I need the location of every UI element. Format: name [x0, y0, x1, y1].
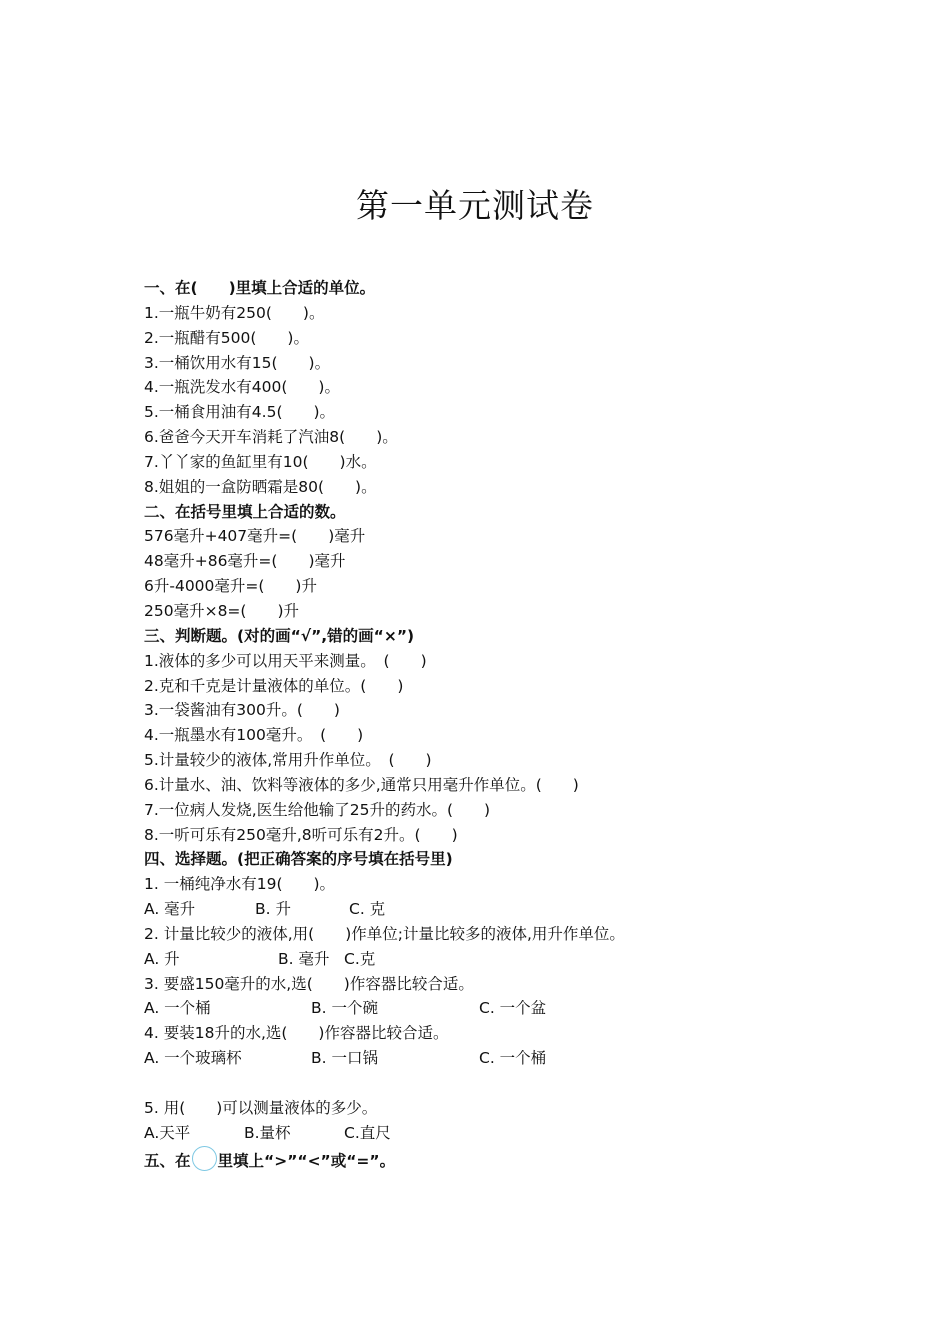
option-b: B. 升: [255, 900, 291, 919]
list-item: 576毫升+407毫升=( )毫升: [144, 527, 366, 546]
list-item: 2.克和千克是计量液体的单位。( ): [144, 676, 404, 695]
question-2: 2. 计量比较少的液体,用( )作单位;计量比较多的液体,用升作单位。: [144, 924, 625, 943]
option-b: B. 一个碗: [311, 999, 378, 1018]
circle-blank-icon: [192, 1146, 217, 1171]
option-b: B. 毫升: [278, 949, 330, 968]
list-item: 8.一听可乐有250毫升,8听可乐有2升。( ): [144, 825, 458, 844]
option-c: C.直尺: [344, 1123, 391, 1142]
list-item: 4.一瓶墨水有100毫升。 ( ): [144, 726, 364, 745]
list-item: 6.爸爸今天开车消耗了汽油8( )。: [144, 428, 398, 447]
question-1-options: [144, 897, 844, 922]
option-a: A. 一个玻璃杯: [144, 1049, 242, 1068]
option-b: B. 一口锅: [311, 1049, 378, 1068]
section-5-heading: [144, 1149, 844, 1174]
option-a: A.天平: [144, 1123, 191, 1142]
question-3-options: [144, 996, 844, 1021]
list-item: 5.一桶食用油有4.5( )。: [144, 403, 336, 422]
list-item: 6.计量水、油、饮料等液体的多少,通常只用毫升作单位。( ): [144, 775, 579, 794]
list-item: 6升-4000毫升=( )升: [144, 577, 317, 596]
question-3: 3. 要盛150毫升的水,选( )作容器比较合适。: [144, 974, 474, 993]
section-3-heading: 三、判断题。(对的画“√”,错的画“×”): [144, 626, 415, 645]
list-item: 48毫升+86毫升=( )毫升: [144, 552, 346, 571]
option-c: C. 一个盆: [479, 999, 547, 1018]
list-item: 3.一袋酱油有300升。( ): [144, 701, 340, 720]
question-5-options: [144, 1121, 844, 1146]
option-a: A. 升: [144, 949, 180, 968]
list-item: 7.丫丫家的鱼缸里有10( )水。: [144, 452, 377, 471]
question-4: 4. 要装18升的水,选( )作容器比较合适。: [144, 1024, 449, 1043]
list-item: 4.一瓶洗发水有400( )。: [144, 378, 340, 397]
section-4-heading: 四、选择题。(把正确答案的序号填在括号里): [144, 850, 453, 869]
question-4-options: [144, 1046, 844, 1071]
option-a: A. 一个桶: [144, 999, 211, 1018]
option-b: B.量杯: [244, 1123, 291, 1142]
list-item: 5.计量较少的液体,常用升作单位。 ( ): [144, 751, 432, 770]
worksheet-body: [144, 276, 844, 1173]
list-item: 7.一位病人发烧,医生给他输了25升的药水。( ): [144, 800, 491, 819]
list-item: 1.一瓶牛奶有250( )。: [144, 303, 325, 322]
question-1: 1. 一桶纯净水有19( )。: [144, 875, 336, 894]
list-item: 250毫升×8=( )升: [144, 601, 300, 620]
section-1-heading: 一、在( )里填上合适的单位。: [144, 279, 376, 297]
section-5-heading-start: 五、在: [144, 1151, 191, 1170]
question-5: 5. 用( )可以测量液体的多少。: [144, 1098, 378, 1117]
question-2-options: [144, 947, 844, 972]
option-c: C. 一个桶: [479, 1049, 547, 1068]
list-item: 8.姐姐的一盒防晒霜是80( )。: [144, 477, 377, 496]
spacer: [144, 1071, 844, 1096]
section-2-heading: 二、在括号里填上合适的数。: [144, 502, 346, 521]
section-5-heading-end: 里填上“>”“<”或“=”。: [217, 1151, 396, 1170]
page-title: 第一单元测试卷: [356, 186, 594, 225]
list-item: 2.一瓶醋有500( )。: [144, 328, 309, 347]
list-item: 1.液体的多少可以用天平来测量。 ( ): [144, 651, 427, 670]
list-item: 3.一桶饮用水有15( )。: [144, 353, 331, 372]
option-c: C. 克: [349, 900, 386, 919]
option-a: A. 毫升: [144, 900, 196, 919]
option-c: C.克: [344, 949, 376, 968]
